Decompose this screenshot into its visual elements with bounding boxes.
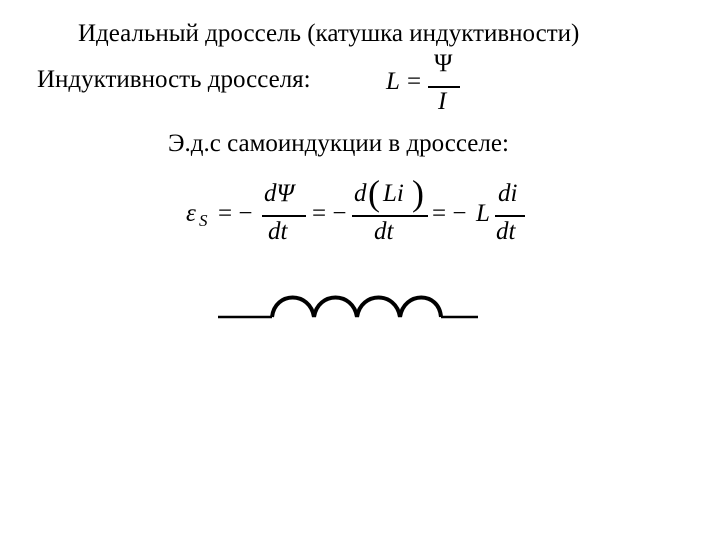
frac2-inner: Li — [383, 180, 404, 207]
coil-loops — [272, 298, 441, 318]
emf-coef-l: L — [476, 200, 490, 227]
inductor-coil-diagram — [210, 285, 485, 330]
frac3-denominator: dt — [496, 218, 516, 245]
inductance-fraction — [428, 50, 460, 120]
fraction-denominator-i: I — [438, 88, 447, 115]
frac2-d: d — [354, 180, 367, 207]
emf-fraction-3 — [495, 180, 525, 250]
emf-fraction-1 — [262, 180, 306, 250]
fraction-numerator-psi: Ψ — [434, 50, 453, 77]
emf-eq3: = − — [432, 200, 467, 227]
formula-lhs-l: L — [386, 68, 400, 95]
emf-symbol: ε — [186, 200, 196, 227]
frac2-bar — [352, 215, 428, 217]
frac1-numerator: dΨ — [264, 180, 295, 207]
page-title: Идеальный дроссель (катушка индуктивности) — [78, 20, 580, 47]
emf-fraction-2 — [352, 175, 428, 250]
inductance-label: Индуктивность дросселя: — [37, 66, 311, 93]
frac3-numerator: di — [498, 180, 518, 207]
frac1-bar — [262, 215, 306, 217]
frac2-right-paren: ) — [412, 173, 424, 213]
frac2-denominator: dt — [374, 218, 394, 245]
frac3-bar — [495, 215, 525, 217]
frac1-denominator: dt — [268, 218, 288, 245]
emf-eq2: = − — [312, 200, 347, 227]
emf-label: Э.д.с самоиндукции в дросселе: — [168, 130, 509, 157]
emf-subscript: S — [199, 211, 208, 230]
emf-eq1: = − — [218, 200, 253, 227]
formula-equals: = — [407, 68, 422, 95]
frac2-left-paren: ( — [368, 173, 380, 213]
